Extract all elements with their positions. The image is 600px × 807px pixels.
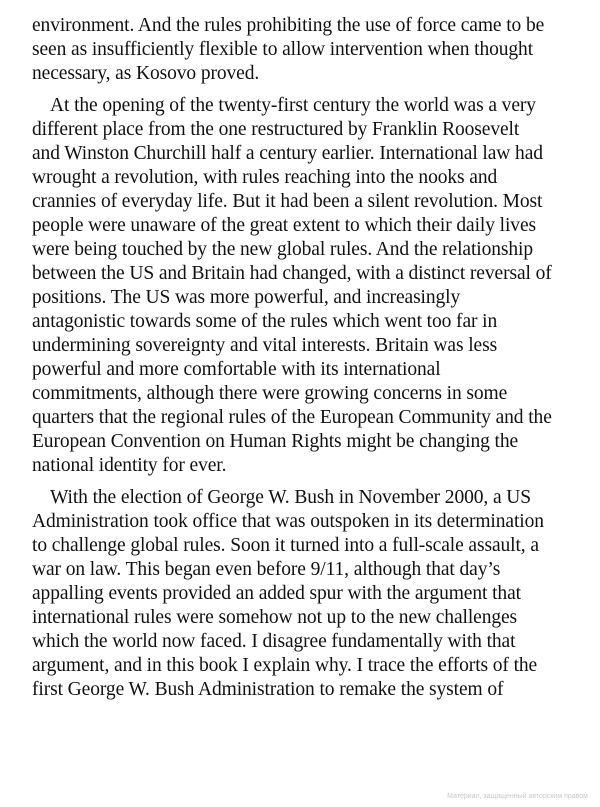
text-line: appalling events provided an added spur with the argument that xyxy=(32,583,521,604)
text-line: to challenge global rules. Soon it turned into a full-scale assault, a xyxy=(32,535,539,556)
text-line: international rules were somehow not up to the new challenges xyxy=(32,607,518,628)
text-line: undermining sovereignty and vital interests. Britain was less xyxy=(32,335,498,356)
text-line: and Winston Churchill half a century earlier. International law had xyxy=(32,143,543,164)
copyright-watermark: Материал, защищенный авторским правом xyxy=(447,793,588,800)
text-line: which the world now faced. I disagree fundamentally with that xyxy=(32,631,516,652)
text-line: war on law. This began even before 9/11, although that day’s xyxy=(32,559,501,580)
text-line: commitments, although there were growing concerns in some xyxy=(32,383,508,404)
text-line: powerful and more comfortable with its international xyxy=(32,359,441,380)
paragraph-3 xyxy=(32,486,580,702)
text-line: national identity for ever. xyxy=(32,455,227,476)
text-line: environment. And the rules prohibiting the use of force came to be xyxy=(32,15,545,36)
text-line: At the opening of the twenty-first century the world was a very xyxy=(50,95,536,116)
text-line: people were unaware of the great extent to which their daily lives xyxy=(32,215,536,236)
text-line: antagonistic towards some of the rules which went too far in xyxy=(32,311,498,332)
text-line: Administration took office that was outspoken in its determination xyxy=(32,511,544,532)
text-line: quarters that the regional rules of the European Community and the xyxy=(32,407,552,428)
paragraph-spacer xyxy=(32,478,580,486)
text-line: different place from the one restructured by Franklin Roosevelt xyxy=(32,119,520,140)
document-page xyxy=(32,14,580,702)
text-line: European Convention on Human Rights might be changing the xyxy=(32,431,519,452)
text-line: necessary, as Kosovo proved. xyxy=(32,63,260,84)
paragraph-1 xyxy=(32,14,580,86)
text-line: between the US and Britain had changed, with a distinct reversal of xyxy=(32,263,552,284)
paragraph-2 xyxy=(32,94,580,478)
text-line: With the election of George W. Bush in November 2000, a US xyxy=(50,487,532,508)
text-line: argument, and in this book I explain why. I trace the efforts of the xyxy=(32,655,538,676)
text-line: were being touched by the new global rules. And the relationship xyxy=(32,239,534,260)
text-line: first George W. Bush Administration to remake the system of xyxy=(32,679,504,700)
text-line: wrought a revolution, with rules reaching into the nooks and xyxy=(32,167,498,188)
text-line: positions. The US was more powerful, and increasingly xyxy=(32,287,461,308)
text-line: seen as insufficiently flexible to allow intervention when thought xyxy=(32,39,534,60)
paragraph-spacer xyxy=(32,86,580,94)
text-line: crannies of everyday life. But it had been a silent revolution. Most xyxy=(32,191,543,212)
